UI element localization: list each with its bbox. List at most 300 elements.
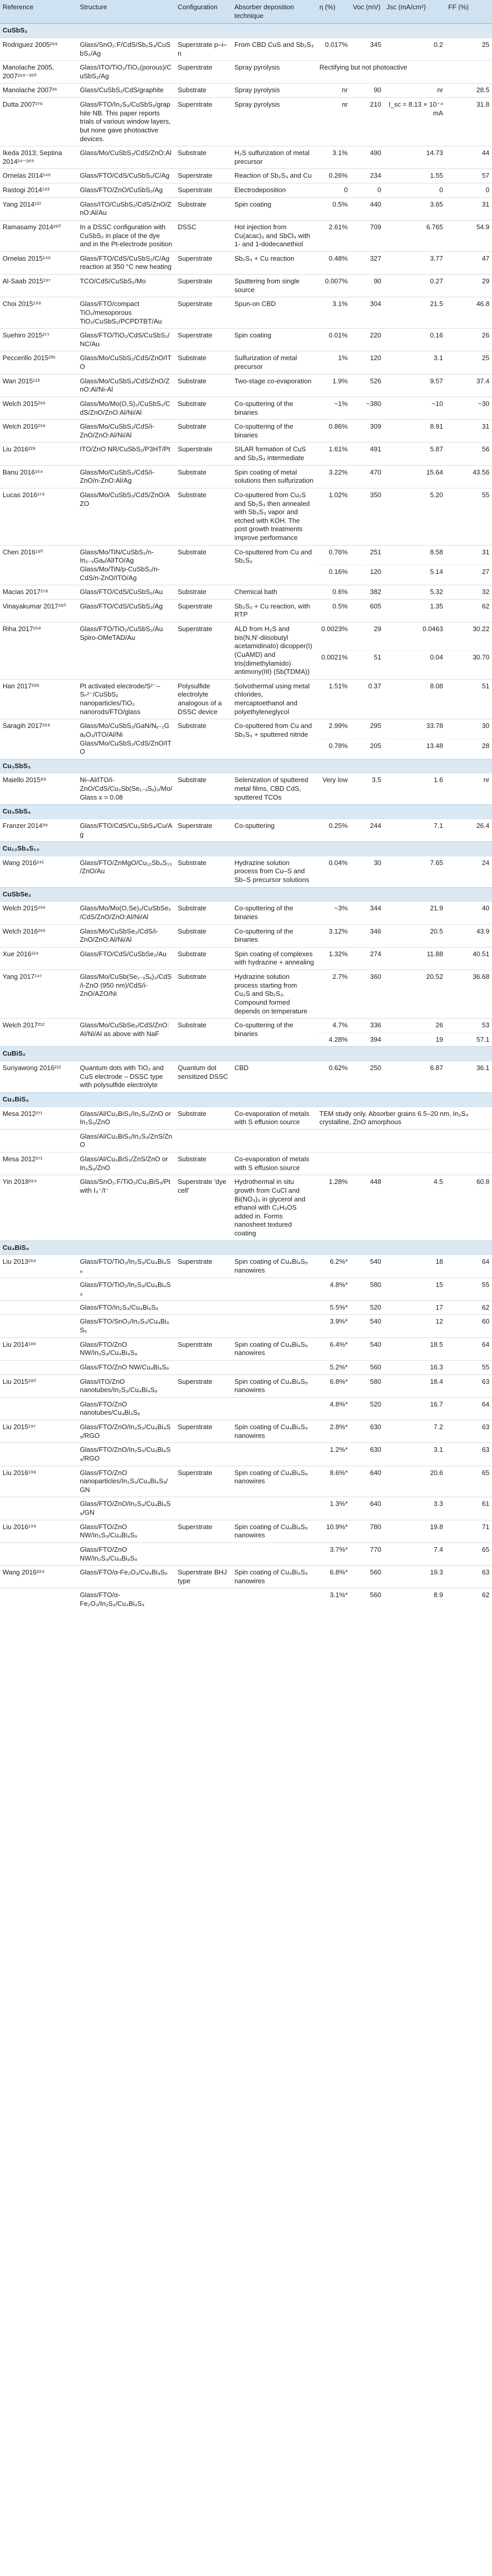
jsc-cell: 0	[384, 183, 446, 198]
table-row	[0, 1107, 492, 1129]
jsc-cell: 5.20	[384, 488, 446, 545]
voc-cell: 274	[350, 947, 384, 970]
voc-cell: 120	[350, 351, 384, 374]
ff-cell: 62	[446, 599, 492, 622]
eta-cell: 0.48%	[317, 251, 350, 274]
table-body	[0, 24, 492, 1611]
section-title: Cu₃SbS₄	[0, 805, 492, 819]
jsc-cell: 8.9	[384, 1588, 446, 1611]
technique-cell: Spin coating of Cu₄Bi₄S₉ nanowires	[232, 1337, 317, 1360]
technique-cell: Spin coating	[232, 197, 317, 220]
reference-cell: Liu 2015¹⁹⁷	[0, 1420, 77, 1443]
technique-cell: Spin coating of Cu₄Bi₄S₉ nanowires	[232, 1255, 317, 1278]
reference-cell: Manolache 2007²⁶	[0, 83, 77, 98]
voc-cell: 580	[350, 1278, 384, 1300]
ff-cell: 71	[446, 1520, 492, 1543]
voc-cell: 30	[350, 856, 384, 887]
structure-cell: Glass/Mo/CuSbS₂/CdS/i-ZnO/n-ZnO:Al/Ag	[77, 465, 175, 488]
configuration-cell	[175, 1360, 232, 1375]
eta-cell: 0.76%	[317, 545, 350, 565]
technique-cell: Spin coating of metal solutions then sulfurization	[232, 465, 317, 488]
ff-cell: 31	[446, 197, 492, 220]
technique-cell: Reaction of Sb₂S₃ and Cu	[232, 169, 317, 183]
eta-cell: 3.22%	[317, 465, 350, 488]
eta-cell: 1.3%*	[317, 1497, 350, 1520]
table-row	[0, 1443, 492, 1466]
jsc-cell: 33.78	[384, 719, 446, 739]
eta-cell: 1.51%	[317, 679, 350, 719]
table-row	[0, 970, 492, 1019]
jsc-cell: 0.27	[384, 275, 446, 297]
reference-cell: Ramasamy 2014²⁶⁰	[0, 220, 77, 251]
ff-cell	[446, 1129, 492, 1152]
ff-cell: 31	[446, 420, 492, 443]
ff-cell: 57.1	[446, 1032, 492, 1047]
jsc-cell: 3.1	[384, 351, 446, 374]
technique-cell: Spray pyrolysis	[232, 83, 317, 98]
configuration-cell: Substrate	[175, 970, 232, 1019]
configuration-cell: Superstrate	[175, 183, 232, 198]
ff-cell: 24	[446, 856, 492, 887]
section-title: CuSbSe₂	[0, 887, 492, 902]
ff-cell: 25	[446, 38, 492, 60]
structure-cell: Glass/FTO/ZnO/In₂S₃/Cu₄Bi₄S₉/RGO	[77, 1420, 175, 1443]
ff-cell: nr	[446, 773, 492, 805]
table-row	[0, 819, 492, 841]
table-row	[0, 1315, 492, 1337]
structure-cell: Glass/Mo/TiN/CuSbS₂/n-In₂₋ₓGaₓ/AlITO/Ag Glass/Mo/TiN/p-CuSbS₂/n-CdS/n-ZnO/ITO/Ag	[77, 545, 175, 585]
table-row	[0, 220, 492, 251]
ff-cell: 64	[446, 1255, 492, 1278]
table-row	[0, 197, 492, 220]
configuration-cell	[175, 1315, 232, 1337]
jsc-cell: 7.1	[384, 819, 446, 841]
jsc-cell: 3.3	[384, 1497, 446, 1520]
eta-cell: 3.12%	[317, 924, 350, 947]
structure-cell: Glass/FTO/CdS/CuSbS₂/C/Ag	[77, 169, 175, 183]
configuration-cell: Substrate	[175, 773, 232, 805]
structure-cell: Glass/FTO/CdS/CuSbS₂/Ag	[77, 599, 175, 622]
structure-cell: Glass/FTO/SnO₂/In₂S₃/Cu₄Bi₄S₉	[77, 1315, 175, 1337]
reference-cell: Saragih 2017²⁶⁸	[0, 719, 77, 759]
technique-cell: ALD from H₂S and bis(N,N'-diisobutyl acetamidinato) dicopper(I) (CuAMD) and tris(dimethylamido) antimony(III) (Sb(TDMA))	[232, 622, 317, 680]
structure-cell: Glass/FTO/ZnO/In₂S₃/Cu₄Bi₄S₉/GN	[77, 1497, 175, 1520]
technique-cell: Co-sputtering	[232, 819, 317, 841]
technique-cell: Electrodeposition	[232, 183, 317, 198]
table-row	[0, 1175, 492, 1241]
table-row	[0, 1520, 492, 1543]
ff-cell: 25	[446, 351, 492, 374]
eta-cell: 0.01%	[317, 329, 350, 351]
voc-cell: ~380	[350, 397, 384, 419]
reference-cell: Liu 2013²⁶⁹	[0, 1255, 77, 1278]
configuration-cell: Substrate	[175, 856, 232, 887]
eta-cell: ~1%	[317, 397, 350, 419]
structure-cell: Glass/Mo/CuSbS₂/CdS/ZnO/ITO	[77, 351, 175, 374]
reference-cell	[0, 1129, 77, 1152]
jsc-cell: 6.765	[384, 220, 446, 251]
reference-cell	[0, 1588, 77, 1611]
section-title: Cu₄BiS₄	[0, 1241, 492, 1255]
reference-cell: Suriyawong 2016²¹²	[0, 1061, 77, 1093]
eta-cell: 8.6%*	[317, 1466, 350, 1497]
technique-cell	[232, 1397, 317, 1420]
voc-cell: 640	[350, 1497, 384, 1520]
configuration-cell	[175, 1588, 232, 1611]
structure-cell: Glass/Al/Cu₃BiS₃/ZnS/ZnO or In₂S₃/ZnO	[77, 1153, 175, 1175]
reference-cell: Xue 2016¹²⁴	[0, 947, 77, 970]
voc-cell	[350, 1129, 384, 1152]
eta-cell: Very low	[317, 773, 350, 805]
configuration-cell: Substrate	[175, 374, 232, 397]
table-row	[0, 1360, 492, 1375]
configuration-cell: Superstrate	[175, 251, 232, 274]
voc-cell: 251	[350, 545, 384, 565]
eta-cell: 1.02%	[317, 488, 350, 545]
reference-cell: Liu 2015²⁸⁰	[0, 1375, 77, 1397]
structure-cell: Glass/FTO/In₂S₃/Cu₄Bi₄S₉	[77, 1300, 175, 1315]
configuration-cell: Superstrate	[175, 169, 232, 183]
structure-cell: Glass/FTO/ZnO NW/In₂S₃/Cu₄Bi₄S₉	[77, 1543, 175, 1565]
structure-cell: Glass/Mo/CuSb(Se₁₋ₓSₓ)₂/CdS/i-ZnO (950 nm)/CdS/i-ZnO/AZO/Ni	[77, 970, 175, 1019]
configuration-cell	[175, 1397, 232, 1420]
ff-cell: 63	[446, 1566, 492, 1588]
reference-cell: Ornelas 2015¹⁴⁶	[0, 251, 77, 274]
structure-cell: Glass/ITO/ZnO nanotubes/In₂S₃/Cu₄Bi₄S₉	[77, 1375, 175, 1397]
voc-cell: 470	[350, 465, 384, 488]
jsc-cell: 18.5	[384, 1337, 446, 1360]
eta-cell: 2.99%	[317, 719, 350, 739]
ff-cell: 31.8	[446, 98, 492, 146]
section-heading-row	[0, 842, 492, 856]
eta-cell: 0.5%	[317, 197, 350, 220]
table-row	[0, 856, 492, 887]
jsc-cell: 5.32	[384, 585, 446, 600]
voc-cell: 560	[350, 1566, 384, 1588]
structure-cell: Ni–Al/ITO/i-ZnO/CdS/Cu₃Sb(Se₁₋ₓSₓ)₃/Mo/Glass x = 0.08	[77, 773, 175, 805]
table-row	[0, 183, 492, 198]
table-row	[0, 488, 492, 545]
reference-cell: Yin 2018²⁸⁴	[0, 1175, 77, 1241]
structure-cell: Glass/FTO/TiO₂/CdS/CuSbS₂/NC/Au	[77, 329, 175, 351]
structure-cell: Glass/FTO/CdS/CuSbS₂/C/Ag reaction at 350 °C new heating	[77, 251, 175, 274]
voc-cell: 394	[350, 1032, 384, 1047]
reference-cell: Wan 2015¹¹³	[0, 374, 77, 397]
ff-cell: 40	[446, 902, 492, 924]
configuration-cell	[175, 1300, 232, 1315]
structure-cell: Glass/Mo/CuSbS₂/GaN/Nᵧ₋₁GaₓO₃/ITO/Al/Ni Glass/Mo/CuSbS₂/CdS/ZnO/ITO	[77, 719, 175, 759]
ff-cell	[446, 1153, 492, 1175]
table-row	[0, 679, 492, 719]
jsc-cell: 21.5	[384, 297, 446, 329]
voc-cell: 205	[350, 739, 384, 759]
reference-cell: Han 2017²⁸⁶	[0, 679, 77, 719]
table-row	[0, 773, 492, 805]
eta-cell: 0.86%	[317, 420, 350, 443]
jsc-cell: 21.9	[384, 902, 446, 924]
ff-cell: 30.22	[446, 622, 492, 651]
table-row	[0, 1588, 492, 1611]
technique-cell	[232, 1443, 317, 1466]
ff-cell: 44	[446, 146, 492, 169]
jsc-cell: 7.4	[384, 1543, 446, 1565]
note-cell: TEM study only. Absorber grains 6.5–20 nm, In₂S₃ crystalline, ZnO amorphous	[317, 1107, 492, 1129]
configuration-cell: Substrate	[175, 420, 232, 443]
structure-cell: Glass/FTO/ZnO NW/In₂S₃/Cu₄Bi₄S₉	[77, 1337, 175, 1360]
ff-cell: 36.68	[446, 970, 492, 1019]
table-row	[0, 947, 492, 970]
reference-cell: Welch 2017²¹²	[0, 1019, 77, 1047]
reference-cell	[0, 1443, 77, 1466]
eta-cell: 4.8%*	[317, 1278, 350, 1300]
eta-cell: 3.7%*	[317, 1543, 350, 1565]
ff-cell: 55	[446, 1278, 492, 1300]
jsc-cell: 0.16	[384, 329, 446, 351]
technique-cell	[232, 1543, 317, 1565]
reference-cell: Maiello 2015⁸⁸	[0, 773, 77, 805]
reference-cell	[0, 1497, 77, 1520]
jsc-cell: 19.8	[384, 1520, 446, 1543]
technique-cell: Sputtering from single source	[232, 275, 317, 297]
eta-cell: 0.6%	[317, 585, 350, 600]
technique-cell: Co-evaporation of metals with S effusion source	[232, 1107, 317, 1129]
technique-cell: Co-sputtering of the binaries	[232, 1019, 317, 1047]
technique-cell: Spin coating of Cu₄Bi₄S₉ nanowires	[232, 1520, 317, 1543]
structure-cell: Glass/FTO/TiO₂/CuSbS₂/Au Spiro-OMeTAD/Au	[77, 622, 175, 680]
ff-cell: 37.4	[446, 374, 492, 397]
voc-cell: 309	[350, 420, 384, 443]
jsc-cell: ~10	[384, 397, 446, 419]
technique-cell: Co-sputtered from Cu₂S and Sb₂S₃ then annealed with Sb₂S₃ vapor and etched with KOH. The post growth treatments improve performance	[232, 488, 317, 545]
voc-cell: 90	[350, 83, 384, 98]
reference-cell: Choi 2015¹⁹⁸	[0, 297, 77, 329]
jsc-cell: 5.14	[384, 565, 446, 585]
structure-cell: ITO/ZnO NR/CuSbS₂/P3HT/Pt	[77, 443, 175, 465]
configuration-cell: Quantum dot sensitized DSSC	[175, 1061, 232, 1093]
configuration-cell: Superstrate	[175, 443, 232, 465]
header-fill-factor: FF (%)	[446, 0, 492, 24]
table-row	[0, 599, 492, 622]
voc-cell: 640	[350, 1466, 384, 1497]
section-heading-row	[0, 887, 492, 902]
structure-cell: Glass/Mo/CuSbS₂/CdS/ZnO:Al	[77, 146, 175, 169]
reference-cell: Peccerillo 2015²³⁵	[0, 351, 77, 374]
structure-cell: Pt activated electrode/S²⁻–Sₙ²⁻/CuSbS₂ nanoparticles/TiO₂ nanorods/FTO/glass	[77, 679, 175, 719]
jsc-cell: 3.1	[384, 1443, 446, 1466]
table-row	[0, 1375, 492, 1397]
ff-cell: 28	[446, 739, 492, 759]
jsc-cell: 19	[384, 1032, 446, 1047]
header-configuration: Configuration	[175, 0, 232, 24]
voc-cell: 0.37	[350, 679, 384, 719]
structure-cell: Glass/SnO₂:F/TiO₂/Cu₃BiS₃/Pt with I₃⁻/I⁻	[77, 1175, 175, 1241]
ff-cell: 54.9	[446, 220, 492, 251]
configuration-cell: Superstrate 'dye cell'	[175, 1175, 232, 1241]
eta-cell: 3.1%	[317, 297, 350, 329]
section-title: Cu₃BiS₃	[0, 1092, 492, 1107]
voc-cell: 709	[350, 220, 384, 251]
structure-cell: Glass/FTO/CdS/CuSbS₂/Au	[77, 585, 175, 600]
structure-cell: Glass/Mo/CuSbSe₂/CdS/i-ZnO/ZnO:Al/Ni/Al	[77, 924, 175, 947]
eta-cell: 4.7%	[317, 1019, 350, 1033]
eta-cell: 6.8%*	[317, 1375, 350, 1397]
technique-cell: SILAR formation of CuS and Sb₂S₃ intermediate	[232, 443, 317, 465]
voc-cell: 605	[350, 599, 384, 622]
ff-cell: 65	[446, 1543, 492, 1565]
structure-cell: TCO/CdS/CuSbS₂/Mo	[77, 275, 175, 297]
configuration-cell: Substrate	[175, 397, 232, 419]
structure-cell: Glass/Al/Cu₃BiS₃/In₂S₃/ZnO or In₂S₃/ZnO	[77, 1107, 175, 1129]
table-row	[0, 1129, 492, 1152]
eta-cell: 0.25%	[317, 819, 350, 841]
configuration-cell: Superstrate	[175, 61, 232, 83]
ff-cell: 55	[446, 1360, 492, 1375]
configuration-cell: Superstrate	[175, 1255, 232, 1278]
eta-cell: 0.5%	[317, 599, 350, 622]
eta-cell: 6.8%*	[317, 1566, 350, 1588]
reference-cell: Liu 2016¹⁹⁹	[0, 1520, 77, 1543]
eta-cell: 2.7%	[317, 970, 350, 1019]
reference-cell: Riha 2017²⁶⁸	[0, 622, 77, 680]
technique-cell: Spray pyrolysis	[232, 98, 317, 146]
ff-cell: 64	[446, 1397, 492, 1420]
table-row	[0, 1337, 492, 1360]
configuration-cell: Substrate	[175, 1019, 232, 1047]
ff-cell: 61	[446, 1497, 492, 1520]
eta-cell: 0.04%	[317, 856, 350, 887]
voc-cell: 440	[350, 197, 384, 220]
technique-cell	[232, 1497, 317, 1520]
structure-cell: Glass/FTO/α-Fe₂O₃/Cu₄Bi₄S₉	[77, 1566, 175, 1588]
technique-cell: Spin coating of complexes with hydrazine + annealing	[232, 947, 317, 970]
technique-cell: Co-sputtering of the binaries	[232, 397, 317, 419]
ff-cell: 62	[446, 1300, 492, 1315]
reference-cell: Liu 2014¹⁸⁶	[0, 1337, 77, 1360]
structure-cell: Glass/FTO/TiO₂/In₂S₃/Cu₄Bi₄S₉	[77, 1255, 175, 1278]
ff-cell: 64	[446, 1337, 492, 1360]
technique-cell: Spun-on CBD	[232, 297, 317, 329]
ff-cell: 57	[446, 169, 492, 183]
table-row	[0, 297, 492, 329]
ff-cell: 56	[446, 443, 492, 465]
configuration-cell: Superstrate	[175, 622, 232, 680]
section-heading-row	[0, 805, 492, 819]
ff-cell: 53	[446, 1019, 492, 1033]
ff-cell: 26	[446, 329, 492, 351]
eta-cell: 0	[317, 183, 350, 198]
structure-cell: Glass/FTO/ZnO nanotubes/Cu₄Bi₄S₉	[77, 1397, 175, 1420]
table-row	[0, 397, 492, 419]
voc-cell: 448	[350, 1175, 384, 1241]
technique-cell: Co-sputtering of the binaries	[232, 924, 317, 947]
voc-cell: 560	[350, 1588, 384, 1611]
table-row	[0, 420, 492, 443]
configuration-cell: Superstrate	[175, 1466, 232, 1497]
eta-cell: 2.61%	[317, 220, 350, 251]
reference-cell: Dutta 2007²⁷⁶	[0, 98, 77, 146]
voc-cell: 520	[350, 1300, 384, 1315]
table-row	[0, 719, 492, 739]
jsc-cell: 7.2	[384, 1420, 446, 1443]
configuration-cell: Substrate	[175, 902, 232, 924]
eta-cell: 1.9%	[317, 374, 350, 397]
technique-cell: Co-sputtered from Cu and Sb₂S₃ + sputtered nitride	[232, 719, 317, 759]
reference-cell: Franzer 2014⁸⁵	[0, 819, 77, 841]
technique-cell: Co-evaporation of metals with S effusion source	[232, 1153, 317, 1175]
voc-cell: 234	[350, 169, 384, 183]
table-row	[0, 443, 492, 465]
section-heading-row	[0, 1047, 492, 1061]
voc-cell: 382	[350, 585, 384, 600]
jsc-cell: 20.6	[384, 1466, 446, 1497]
jsc-cell: 12	[384, 1315, 446, 1337]
configuration-cell: Superstrate BHJ type	[175, 1566, 232, 1588]
table-row	[0, 1420, 492, 1443]
structure-cell: Glass/Mo/CuSbS₂/CdS/i-ZnO/ZnO:Al/Ni/Al	[77, 420, 175, 443]
eta-cell: 1%	[317, 351, 350, 374]
section-heading-row	[0, 24, 492, 38]
configuration-cell: Superstrate p–i–n	[175, 38, 232, 60]
reference-cell	[0, 1360, 77, 1375]
reference-cell: Mesa 2012²⁷¹	[0, 1153, 77, 1175]
voc-cell	[350, 1153, 384, 1175]
ff-cell: 60.8	[446, 1175, 492, 1241]
reference-cell: Chen 2016¹⁸⁰	[0, 545, 77, 585]
configuration-cell: Substrate	[175, 465, 232, 488]
voc-cell: 29	[350, 622, 384, 651]
technique-cell: Spin coating	[232, 329, 317, 351]
table-row	[0, 275, 492, 297]
ff-cell: 62	[446, 1588, 492, 1611]
jsc-cell: 15	[384, 1278, 446, 1300]
technique-cell: Selenization of sputtered metal films, CBD CdS, sputtered TCOs	[232, 773, 317, 805]
technique-cell: Hydrothermal in situ growth from CuCl and Bi(NO₃)₃ in glycerol and ethanol with C₂H₅OS added in. Forms nanosheet textured coating	[232, 1175, 317, 1241]
reference-cell: Welch 2015²⁵⁶	[0, 397, 77, 419]
eta-cell: 0.017%	[317, 38, 350, 60]
reference-cell: Suehiro 2015²⁷⁷	[0, 329, 77, 351]
jsc-cell	[384, 1129, 446, 1152]
structure-cell: Glass/FTO/ZnO nanoparticles/In₂S₃/Cu₄Bi₄S₉/GN	[77, 1466, 175, 1497]
voc-cell: 490	[350, 146, 384, 169]
eta-cell: ~3%	[317, 902, 350, 924]
jsc-cell: nr	[384, 83, 446, 98]
configuration-cell: Superstrate	[175, 599, 232, 622]
structure-cell: Glass/Al/Cu₃BiS₃/In₂S₃/ZnS/ZnO	[77, 1129, 175, 1152]
technique-cell	[232, 1360, 317, 1375]
configuration-cell: Superstrate	[175, 1375, 232, 1397]
header-voc: Voc (mV)	[350, 0, 384, 24]
header-technique: Absorber deposition technique	[232, 0, 317, 24]
header-structure: Structure	[77, 0, 175, 24]
configuration-cell: Superstrate	[175, 1420, 232, 1443]
table-row	[0, 351, 492, 374]
voc-cell: 520	[350, 1397, 384, 1420]
structure-cell: Glass/FTO/ZnO/In₂S₃/Cu₄Bi₄S₉/RGO	[77, 1443, 175, 1466]
jsc-cell: 1.55	[384, 169, 446, 183]
voc-cell: 560	[350, 1360, 384, 1375]
voc-cell: 51	[350, 651, 384, 679]
ff-cell: 63	[446, 1443, 492, 1466]
table-row	[0, 1397, 492, 1420]
configuration-cell: Substrate	[175, 947, 232, 970]
eta-cell: 1.28%	[317, 1175, 350, 1241]
ff-cell: 31	[446, 545, 492, 565]
eta-cell: 0.62%	[317, 1061, 350, 1093]
structure-cell: In a DSSC configuration with CuSbS₂ in place of the dye and in the Pt-electrode position	[77, 220, 175, 251]
jsc-cell: 18.4	[384, 1375, 446, 1397]
reference-cell: Ornelas 2014¹⁴⁶	[0, 169, 77, 183]
section-heading-row	[0, 759, 492, 773]
